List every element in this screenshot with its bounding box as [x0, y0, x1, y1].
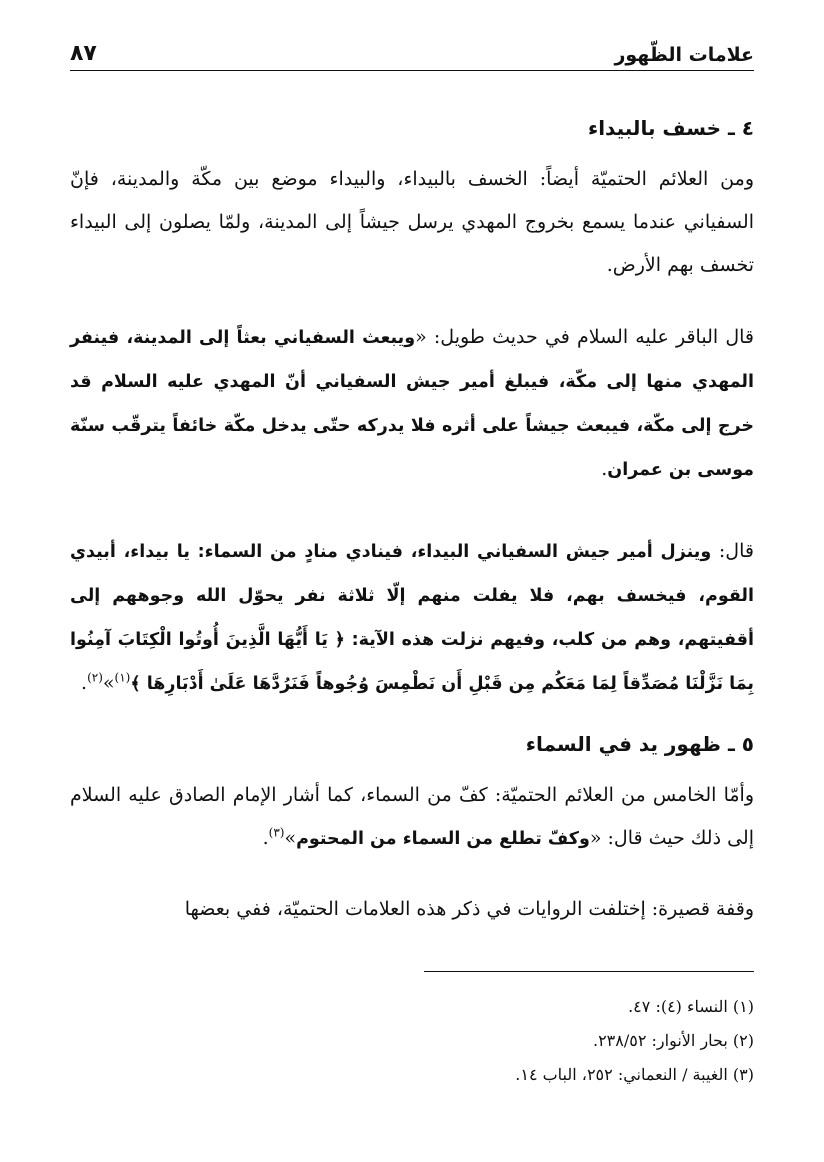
page-header: [70, 30, 754, 71]
sentence-end: .: [262, 827, 269, 849]
paragraph-text: ومن العلائم الحتميّة أيضاً: الخسف بالبيداء، والبيداء موضع بين مكّة والمدينة، فإنّ السفياني عندما يسمع بخروج المهدي يرسل جيشاً إلى المدينة، ولمّا يصلون إلى البيداء تخسف بهم الأرض.: [70, 168, 754, 276]
running-title: علامات الظّهور: [614, 44, 754, 66]
hadith-quote: ويبعث السفياني بعثاً إلى المدينة، فينفر المهدي منها إلى مكّة، فيبلغ أمير جيش السفياني أنّ المهدي عليه السلام قد خرج إلى مكّة، فيبعث جيشاً على أثره فلا يدركه حتّى يدخل مكّة خائفاً يترقّب سنّة موسى بن عمران: [70, 328, 754, 480]
paragraph-text: وقفة قصيرة: إختلفت الروايات في ذكر هذه العلامات الحتميّة، ففي بعضها: [184, 898, 754, 920]
paragraph-text: [70, 316, 754, 492]
footnote: (٢) بحار الأنوار: ٢٣٨/٥٢.: [592, 1031, 754, 1050]
sentence-end: .: [81, 672, 88, 694]
quote-close: .: [601, 458, 608, 480]
paragraph-text: [70, 774, 754, 861]
paragraph: [70, 888, 754, 931]
footnote-ref[interactable]: (٢): [87, 670, 103, 685]
footnote-divider: [424, 971, 754, 972]
section-heading: ٥ ـ ظهور يد في السماء: [525, 732, 754, 756]
text-run: وأمّا الخامس من العلائم الحتميّة: كفّ من السماء، كما أشار الإمام الصادق عليه السلام إلى ذلك حيث قال: «: [70, 784, 754, 849]
footnotes: [70, 990, 754, 1092]
footnote-ref[interactable]: (١): [114, 670, 131, 685]
quote-intro: قال:: [711, 540, 754, 562]
hadith-quote: وينزل أمير جيش السفياني البيداء، فينادي منادٍ من السماء: يا بيداء، أبيدي القوم، فيخسف بهم، فلا يفلت منهم إلّا ثلاثة نفر يحوّل الله وجوههم إلى أقفيتهم، وهم من كلب، وفيهم نزلت هذه الآية: ﴿ يَا أَيُّهَا الَّذِينَ أُوتُوا الْكِتَابَ آمِنُوا بِمَا نَزَّلْنَا مُصَدِّقاً لِمَا مَعَكُم مِن قَبْلِ أَن نَطْمِسَ وُجُوهاً فَنَرُدَّهَا عَلَىٰ أَدْبَارِهَا ﴾: [70, 542, 754, 694]
footnote: (١) النساء (٤): ٤٧.: [628, 997, 754, 1016]
section-5: [70, 734, 754, 754]
paragraph: [70, 530, 754, 706]
section-4: [70, 118, 754, 138]
footnote-ref[interactable]: (٣): [268, 825, 285, 840]
quote-intro: قال الباقر عليه السلام في حديث طويل: «: [415, 326, 754, 348]
section-heading: ٤ ـ خسف بالبيداء: [587, 116, 754, 140]
footnote: (٣) الغيبة / النعماني: ٢٥٢، الباب ١٤.: [515, 1065, 754, 1084]
quote-close: »: [284, 827, 297, 849]
book-page: [70, 30, 754, 1140]
paragraph-text: [70, 530, 754, 706]
page-number: ٨٧: [70, 41, 97, 66]
paragraph: [70, 316, 754, 492]
quote-close: »: [102, 672, 115, 694]
paragraph: [70, 774, 754, 861]
paragraph: [70, 158, 754, 287]
hadith-quote: وكفّ تطلع من السماء من المحتوم: [296, 829, 590, 849]
